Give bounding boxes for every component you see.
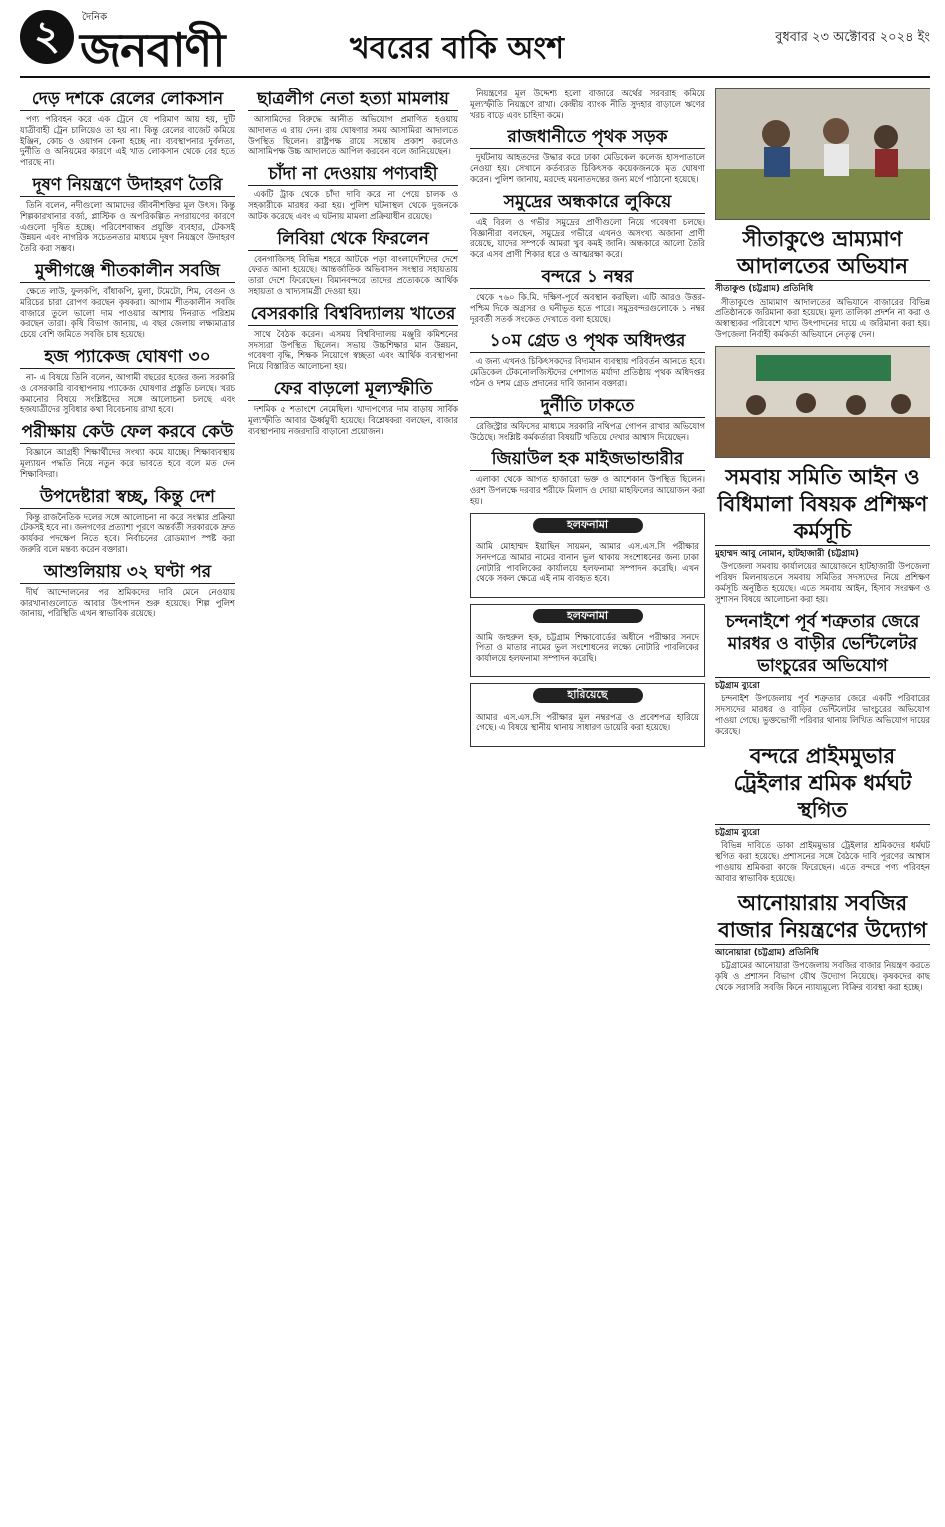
article-body: সাথে বৈঠক করেন। এসময় বিশ্ববিদ্যালয় মঞ্জুরি কমিশনের সদস্যরা উপস্থিত ছিলেন। সভায় উচ্চশিক্ষার মান উন্নয়ন, গবেষণা বৃদ্ধি, শিক্ষক নিয়োগে স্বচ্ছতা এবং আর্থিক ব্যবস্থাপনা নিয়ে বিস্তারিত আলোচনা হয়। <box>248 328 458 372</box>
column-4 <box>715 88 930 1519</box>
article <box>470 448 705 506</box>
article <box>248 228 458 297</box>
article-body: থেকে ৭৬০ কি.মি. দক্ষিণ-পূর্বে অবস্থান করছিল। এটি আরও উত্তর-পশ্চিম দিকে অগ্রসর ও ঘনীভূত হতে পারে। সমুদ্রবন্দরগুলোকে ১ নম্বর দূরবর্তী সতর্ক সংকেত দেখাতে বলা হয়েছে। <box>470 291 705 324</box>
article-body: সীতাকুণ্ডে ভ্রাম্যমাণ আদালতের অভিযানে বাজারের বিভিন্ন প্রতিষ্ঠানকে জরিমানা করা হয়েছে। মূল্য তালিকা প্রদর্শন না করা ও অস্বাস্থ্যকর পরিবেশে খাদ্য উৎপাদনের দায়ে এ জরিমানা করা হয়। উপজেলা নির্বাহী কর্মকর্তা অভিযানে নেতৃত্ব দেন। <box>715 296 930 339</box>
article <box>20 421 235 479</box>
article <box>20 486 235 555</box>
column-3 <box>470 88 705 1519</box>
article <box>715 226 930 340</box>
article-body: দীর্ঘ আন্দোলনের পর শ্রমিকদের দাবি মেনে নেওয়ায় কারখানাগুলোতে আবার উৎপাদন শুরু হয়েছে। শিল্প পুলিশ জানায়, পরিস্থিতি এখন স্বাভাবিক রয়েছে। <box>20 586 235 619</box>
article-body: এ জন্য এখনও চিকিৎসকদের বিদ্যমান ব্যবস্থায় পরিবর্তন আনতে হবে। মেডিকেল টেকনোলজিস্টদের পেশাগত মর্যাদা প্রতিষ্ঠায় পৃথক অধিদপ্তর গঠন ও দশম গ্রেড প্রদানের দাবি জানান বক্তারা। <box>470 356 705 388</box>
headline: বন্দরে প্রাইমমুভার ট্রেইলার শ্রমিক ধর্মঘট স্থগিত <box>715 743 930 825</box>
article-body: দুর্ঘটনায় আহতদের উদ্ধার করে ঢাকা মেডিকেল কলেজ হাসপাতালে নেওয়া হয়। সেখানে কর্তব্যরত চিকিৎসক কয়েকজনকে মৃত ঘোষণা করেন। পুলিশ জানায়, মরদেহ ময়নাতদন্তের জন্য মর্গে পাঠানো হয়েছে। <box>470 152 705 184</box>
headline: রাজধানীতে পৃথক সড়ক <box>470 126 705 149</box>
article-continuation <box>470 88 705 120</box>
article <box>20 260 235 340</box>
dateline: বুধবার ২৩ অক্টোবর ২০২৪ ইং <box>775 30 930 45</box>
headline: মুন্সীগঞ্জে শীতকালীন সবজি <box>20 260 235 283</box>
headline: সীতাকুণ্ডে ভ্রাম্যমাণ আদালতের অভিযান <box>715 226 930 281</box>
headline: লিবিয়া থেকে ফিরলেন <box>248 228 458 251</box>
article <box>715 890 930 993</box>
headline: পরীক্ষায় কেউ ফেল করবে কেউ <box>21 422 234 443</box>
article <box>470 126 705 184</box>
notice-body: আমি জহুরুল হক, চট্টগ্রাম শিক্ষাবোর্ডের অধীনে পরীক্ষার সনদে পিতা ও মাতার নামের ভুল সংশোধনের লক্ষ্যে নোটারি পাবলিকের কার্যালয়ে হলফনামা সম্পাদন করেছি। <box>476 631 699 664</box>
headline: চন্দনাইশে পূর্ব শত্রুতার জেরে মারধর ও বাড়ীর ভেন্টিলেটর ভাংচুরের অভিযোগ <box>715 611 930 678</box>
article <box>20 346 235 415</box>
article <box>248 378 458 436</box>
headline: জিয়াউল হক মাইজভান্ডারীর <box>470 448 705 471</box>
notice-label: হারিয়েছে <box>533 688 643 703</box>
article-body: বিভিন্ন দাবিতে ডাকা প্রাইমমুভার ট্রেইলার শ্রমিকদের ধর্মঘট স্থগিত করা হয়েছে। প্রশাসনের সঙ্গে বৈঠকে দাবি পূরণের আশ্বাস পাওয়ায় শ্রমিকরা কাজে ফিরেছেন। এতে বন্দরে পণ্য পরিবহন আবার স্বাভাবিক হয়েছে। <box>715 840 930 883</box>
newspaper-logo: জনবাণী <box>80 23 225 77</box>
notice-label: হলফনামা <box>533 609 643 624</box>
article-body: এলাকা থেকে আগত হাজারো ভক্ত ও আশেকান উপস্থিত ছিলেন। ওরশ উপলক্ষে দরবার শরীফে মিলাদ ও দোয়া মাহফিলের আয়োজন করা হয়। <box>470 474 705 506</box>
headline: সমবায় সমিতি আইন ও বিধিমালা বিষয়ক প্রশিক্ষণ কর্মসূচি <box>715 464 930 546</box>
article <box>470 395 705 443</box>
article-body: তিনি বলেন, নদীগুলো আমাদের জীবনীশক্তির মূল উৎস। কিন্তু শিল্পকারখানার বর্জ্য, প্লাস্টিক ও অপরিকল্পিত নগরায়ণের কারণে এগুলো দূষিত হচ্ছে। পরিবেশবান্ধব প্রযুক্তি ব্যবহার, টেকসই উন্নয়ন এবং নাগরিক সচেতনতার মাধ্যমে দূষণ নিয়ন্ত্রণে উদাহরণ তৈরি করা সম্ভব। <box>20 199 235 254</box>
byline: আনোয়ারা (চট্টগ্রাম) প্রতিনিধি <box>715 947 819 958</box>
article-body: আসামিদের বিরুদ্ধে আনীত অভিযোগ প্রমাণিত হওয়ায় আদালত এ রায় দেন। রায় ঘোষণার সময় আসামিরা আদালতে উপস্থিত ছিলেন। রাষ্ট্রপক্ষ রায়ে সন্তোষ প্রকাশ করলেও আসামিপক্ষ উচ্চ আদালতে আপিল করবেন বলে জানিয়েছেন। <box>248 114 458 157</box>
article-body: রেজিস্ট্রার অফিসের মাধ্যমে সরকারি নথিপত্র গোপন রাখার অভিযোগ উঠেছে। সংশ্লিষ্ট কর্মকর্তারা বিষয়টি খতিয়ে দেখার আশ্বাস দিয়েছেন। <box>470 420 705 442</box>
masthead <box>20 6 930 78</box>
column-1 <box>20 88 235 1519</box>
byline: চট্টগ্রাম ব্যুরো <box>715 680 760 691</box>
headline: ১০ম গ্রেড ও পৃথক অধিদপ্তর <box>470 330 705 353</box>
affidavit-notice <box>470 604 705 678</box>
article <box>248 303 458 372</box>
notice-body: আমি মোহাম্মদ ইয়াছিন সায়মন, আমার এস.এস.সি পরীক্ষার সনদপত্রে আমার নামের বানান ভুল থাকায় সংশোধনের জন্য ঢাকা নোটারি পাবলিকের কার্যালয়ে হলফনামা সম্পাদন করেছি। এখন থেকে সকল ক্ষেত্রে এই নাম ব্যবহৃত হবে। <box>476 540 699 584</box>
article-body: এই বিরল ও গভীর সমুদ্রের প্রাণীগুলো নিয়ে গবেষণা চলছে। বিজ্ঞানীরা বলছেন, সমুদ্রের গভীরে এখনও অসংখ্য অজানা প্রাণী রয়েছে, যাদের সম্পর্কে আমরা খুব কমই জানি। অন্ধকারে আলো তৈরি করে এসব প্রাণী শিকার ধরে ও আত্মরক্ষা করে। <box>470 216 705 260</box>
article <box>470 266 705 324</box>
brand-small-label: দৈনিক <box>82 12 108 23</box>
article <box>20 561 235 619</box>
section-title: খবরের বাকি অংশ <box>350 31 564 66</box>
training-photo <box>715 346 930 458</box>
article <box>248 163 458 221</box>
article-body: উপজেলা সমবায় কার্যালয়ের আয়োজনে হাটহাজারী উপজেলা পরিষদ মিলনায়তনে সমবায় সমিতির সদস্যদের নিয়ে প্রশিক্ষণ কর্মসূচি অনুষ্ঠিত হয়েছে। এতে সমবায় আইন, হিসাব সংরক্ষণ ও সুশাসন বিষয়ে আলোচনা করা হয়। <box>715 561 930 604</box>
column-2 <box>248 88 458 1519</box>
headline: সমুদ্রের অন্ধকারে লুকিয়ে <box>470 191 705 214</box>
article <box>470 330 705 388</box>
article <box>715 464 930 605</box>
article-body: পণ্য পরিবহন করে এক ট্রেনে যে পরিমাণ আয় হয়, দুটি যাত্রীবাহী ট্রেন চালিয়েও তা হয় না। কিন্তু রেলের বাজেট কমিয়ে ইঞ্জিন, কোচ ও ওয়াগন কেনা হচ্ছে না। ব্যবস্থাপনার দুর্বলতা, দুর্নীতি ও অনিয়মের কারণে এই খাত লোকসান থেকে বের হতে পারছে না। <box>20 114 235 168</box>
article <box>20 174 235 254</box>
article <box>715 611 930 737</box>
notice-body: আমার এস.এস.সি পরীক্ষার মূল নম্বরপত্র ও প্রবেশপত্র হারিয়ে গেছে। এ বিষয়ে স্থানীয় থানায় সাধারণ ডায়েরি করা হয়েছে। <box>476 711 699 733</box>
byline: চট্টগ্রাম ব্যুরো <box>715 827 760 838</box>
article-body: বেনগাজিসহ বিভিন্ন শহরে আটকে পড়া বাংলাদেশিদের দেশে ফেরত আনা হয়েছে। আন্তর্জাতিক অভিবাসন সংস্থার সহায়তায় তারা দেশে ফিরেছেন। বিমানবন্দরে তাদের প্রত্যেককে আর্থিক সহায়তা ও খাদ্যসামগ্রী দেওয়া হয়। <box>248 253 458 296</box>
headline: বেসরকারি বিশ্ববিদ্যালয় খাতের <box>248 303 458 326</box>
affidavit-notice <box>470 513 705 598</box>
article-body: না- এ বিষয়ে তিনি বলেন, আগামী বছরের হজের জন্য সরকারি ও বেসরকারি ব্যবস্থাপনায় প্যাকেজ ঘোষণার প্রস্তুতি চলছে। খরচ কমানোর বিষয়ে সংশ্লিষ্টদের সঙ্গে আলোচনা চলছে এবং হজযাত্রীদের সুবিধার কথা বিবেচনায় রাখা হবে। <box>20 371 235 415</box>
article-body: কিন্তু রাজনৈতিক দলের সঙ্গে আলোচনা না করে সংস্কার প্রক্রিয়া টেকসই হবে না। জনগণের প্রত্যাশা পূরণে অন্তর্বর্তী সরকারকে দ্রুত কার্যকর পদক্ষেপ নিতে হবে। নির্বাচনের রোডম্যাপ স্পষ্ট করা জরুরি বলে মন্তব্য করেন বক্তারা। <box>20 511 235 554</box>
article-body: চন্দনাইশ উপজেলায় পূর্ব শত্রুতার জেরে একটি পরিবারের সদস্যদের মারধর ও বাড়ির ভেন্টিলেটর ভাংচুরের অভিযোগ পাওয়া গেছে। ভুক্তভোগী পরিবার থানায় লিখিত অভিযোগ দায়ের করেছে। <box>715 693 930 736</box>
headline: আশুলিয়ায় ৩২ ঘণ্টা পর <box>20 561 235 584</box>
article-body: একটি ট্রাক থেকে চাঁদা দাবি করে না পেয়ে চালক ও সহকারীকে মারধর করা হয়। পুলিশ ঘটনাস্থল থেকে দুজনকে আটক করেছে এবং এ ঘটনায় মামলা প্রক্রিয়াধীন রয়েছে। <box>248 189 458 221</box>
headline: আনোয়ারায় সবজির বাজার নিয়ন্ত্রণের উদ্যোগ <box>715 890 930 945</box>
article-body: ক্ষেতে লাউ, ফুলকপি, বাঁধাকপি, মুলা, টমেটো, শিম, বেগুন ও মরিচের চারা রোপণ করছেন কৃষকরা। আগাম শীতকালীন সবজি বাজারে তুলে ভালো দাম পাওয়ার আশায় দিনরাত পরিশ্রম করছেন তারা। কৃষি বিভাগ জানায়, এ বছর জেলায় লক্ষ্যমাত্রার চেয়ে বেশি জমিতে সবজি চাষ হয়েছে। <box>20 285 235 340</box>
article-body: বিজ্ঞানে আগ্রহী শিক্ষার্থীদের সংখ্যা কমে যাচ্ছে। শিক্ষাব্যবস্থায় মূল্যায়ন পদ্ধতি নিয়ে নতুন করে ভাবতে হবে বলে মত দেন শিক্ষাবিদরা। <box>20 447 235 479</box>
headline: চাঁদা না দেওয়ায় পণ্যবাহী <box>248 163 458 186</box>
article-body: নিয়ন্ত্রণের মূল উদ্দেশ্য হলো বাজারে অর্থের সরবরাহ কমিয়ে মূল্যস্ফীতি নিয়ন্ত্রণে রাখা। কেন্দ্রীয় ব্যাংক নীতি সুদহার বাড়ালে ঋণের খরচ বাড়ে এবং চাহিদা কমে। <box>470 88 705 120</box>
headline: ফের বাড়লো মূল্যস্ফীতি <box>248 378 458 401</box>
article <box>248 88 458 157</box>
headline: ছাত্রলীগ নেতা হত্যা মামলায় <box>248 88 458 111</box>
article <box>715 743 930 884</box>
byline: সীতাকুণ্ড (চট্টগ্রাম) প্রতিনিধি <box>715 283 814 294</box>
headline: বন্দরে ১ নম্বর <box>470 266 705 289</box>
market-photo <box>715 88 930 220</box>
byline: মুহাম্মদ আবু নোমান, হাটহাজারী (চট্টগ্রাম) <box>715 548 859 559</box>
article-body: দশমিক ৫ শতাংশে নেমেছিল। খাদ্যপণ্যের দাম বাড়ায় সার্বিক মূল্যস্ফীতি আবার ঊর্ধ্বমুখী হয়েছে। বিশ্লেষকরা বলছেন, বাজার ব্যবস্থাপনায় নজরদারি বাড়ানো প্রয়োজন। <box>248 403 458 436</box>
lost-notice <box>470 683 705 746</box>
article <box>20 88 235 168</box>
notice-label: হলফনামা <box>533 518 643 533</box>
article <box>470 191 705 260</box>
headline: দেড় দশকে রেলের লোকসান <box>20 88 235 111</box>
headline: উপদেষ্টারা স্বচ্ছ, কিন্তু দেশ <box>20 486 235 509</box>
page-number: ২ <box>20 10 74 64</box>
article-body: চট্টগ্রামের আনোয়ারা উপজেলায় সবজির বাজার নিয়ন্ত্রণ করতে কৃষি ও প্রশাসন বিভাগ যৌথ উদ্যোগ নিয়েছে। কৃষকদের কাছ থেকে সরাসরি সবজি কিনে ন্যায্যমূল্যে বিক্রির ব্যবস্থা করা হচ্ছে। <box>715 960 930 992</box>
headline: হজ প্যাকেজ ঘোষণা ৩০ <box>20 346 235 369</box>
headline: দুর্নীতি ঢাকতে <box>470 395 705 418</box>
headline: দূষণ নিয়ন্ত্রণে উদাহরণ তৈরি <box>20 174 235 197</box>
